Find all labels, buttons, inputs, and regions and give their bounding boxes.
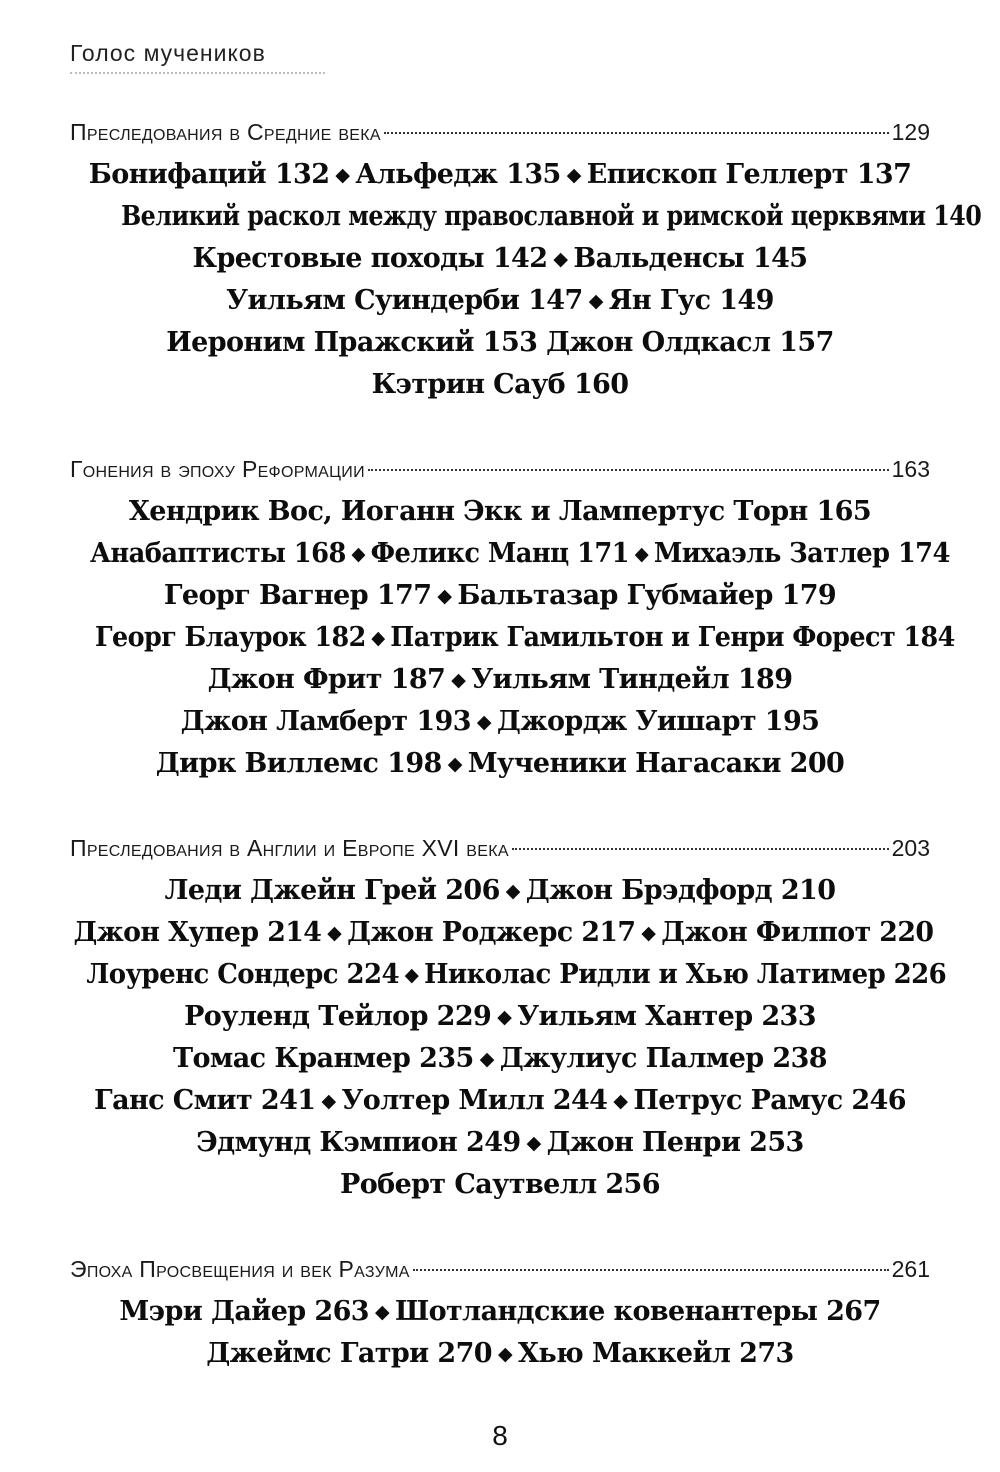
toc-entry[interactable]: Бонифаций 132	[88, 159, 330, 190]
entry-list	[70, 1291, 930, 1375]
diamond-separator-icon: ◆	[437, 585, 452, 607]
toc-entry[interactable]: Михаэль Затлер 174	[653, 538, 950, 569]
toc-entry[interactable]: Николас Ридли и Хью Латимер 226	[423, 959, 947, 990]
diamond-separator-icon: ◆	[641, 922, 656, 944]
diamond-separator-icon: ◆	[335, 164, 350, 186]
entry-list	[70, 154, 982, 406]
entry-line	[94, 617, 955, 659]
section-page-number: 261	[891, 1256, 930, 1282]
entry-line	[70, 1038, 930, 1080]
section-title: Гонения в эпоху Реформации	[70, 456, 365, 482]
toc-entry[interactable]: Джеймс Гатри 270	[206, 1338, 492, 1369]
diamond-separator-icon: ◆	[497, 1006, 512, 1028]
diamond-separator-icon: ◆	[566, 164, 581, 186]
diamond-separator-icon: ◆	[476, 711, 491, 733]
entry-line	[70, 1333, 930, 1375]
dot-leader	[368, 469, 889, 471]
entry-line	[70, 280, 930, 322]
entry-line	[70, 1122, 930, 1164]
running-head-rule	[70, 72, 325, 74]
toc-section	[70, 453, 955, 785]
toc-entry[interactable]: Великий раскол между православной и римской церквями 140	[121, 201, 982, 232]
toc-entry[interactable]: Джон Пенри 253	[546, 1127, 804, 1158]
diamond-separator-icon: ◆	[588, 290, 603, 312]
section-page-number: 203	[891, 835, 930, 861]
diamond-separator-icon: ◆	[404, 964, 419, 986]
section-title: Эпоха Просвещения и век Разума	[70, 1256, 410, 1282]
toc-entry[interactable]: Ян Гус 149	[608, 285, 774, 316]
entry-line	[86, 954, 947, 996]
diamond-separator-icon: ◆	[447, 753, 462, 775]
section-page-number: 129	[891, 119, 930, 145]
toc-entry[interactable]: Альфедж 135	[355, 159, 561, 190]
section-title: Преследования в Англии и Европе XVI века	[70, 835, 509, 861]
toc-entry[interactable]: Джон Роджерс 217	[347, 917, 636, 948]
toc-entry[interactable]: Феликс Манц 171	[370, 538, 630, 569]
diamond-separator-icon: ◆	[479, 1048, 494, 1070]
toc-entry[interactable]: Роуленд Тейлор 229	[184, 1001, 492, 1032]
toc-entry[interactable]: Уильям Суиндерби 147	[226, 285, 583, 316]
diamond-separator-icon: ◆	[497, 1343, 512, 1365]
toc-entry[interactable]: Ганс Смит 241	[94, 1085, 316, 1116]
toc-entry[interactable]: Анабаптисты 168	[90, 538, 346, 569]
toc-entry[interactable]: Шотландские ковенантеры 267	[394, 1296, 881, 1327]
entry-line	[70, 996, 930, 1038]
toc-entry[interactable]: Кэтрин Сауб 160	[371, 369, 629, 400]
entry-list	[70, 491, 955, 785]
toc-entry[interactable]: Мученики Нагасаки 200	[467, 748, 845, 779]
dot-leader	[384, 132, 889, 134]
toc-entry[interactable]: Уильям Хантер 233	[517, 1001, 816, 1032]
toc-entry[interactable]: Джон Филпот 220	[661, 917, 934, 948]
toc-entry[interactable]: Иероним Пражский 153 Джон Олдкасл 157	[166, 327, 834, 358]
diamond-separator-icon: ◆	[371, 627, 385, 649]
diamond-separator-icon: ◆	[451, 669, 466, 691]
diamond-separator-icon: ◆	[321, 1090, 336, 1112]
toc-section	[70, 116, 982, 406]
toc-entry[interactable]: Джон Брэдфорд 210	[525, 875, 836, 906]
entry-line	[70, 659, 930, 701]
section-heading[interactable]	[70, 1253, 930, 1285]
entry-line	[70, 322, 930, 364]
diamond-separator-icon: ◆	[613, 1090, 628, 1112]
toc-entry[interactable]: Леди Джейн Грей 206	[164, 875, 500, 906]
toc-entry[interactable]: Мэри Дайер 263	[119, 1296, 369, 1327]
section-title: Преследования в Средние века	[70, 119, 381, 145]
toc-entry[interactable]: Джон Фрит 187	[207, 664, 446, 695]
toc-entry[interactable]: Джон Ламберт 193	[180, 706, 471, 737]
entry-line	[70, 575, 930, 617]
toc-entry[interactable]: Петрус Рамус 246	[633, 1085, 906, 1116]
entry-line	[73, 912, 934, 954]
toc-entry[interactable]: Джон Хупер 214	[73, 917, 322, 948]
toc-entry[interactable]: Крестовые походы 142	[192, 243, 548, 274]
toc-entry[interactable]: Дирк Виллемс 198	[155, 748, 442, 779]
diamond-separator-icon: ◆	[526, 1132, 541, 1154]
dot-leader	[413, 1269, 889, 1271]
toc-entry[interactable]: Джулиус Палмер 238	[499, 1043, 827, 1074]
entry-line	[70, 743, 930, 785]
toc-entry[interactable]: Уильям Тиндейл 189	[471, 664, 793, 695]
toc-entry[interactable]: Роберт Саутвелл 256	[340, 1169, 660, 1200]
entry-line	[70, 238, 930, 280]
toc-section	[70, 1253, 930, 1375]
toc-entry[interactable]: Лоуренс Сондерс 224	[86, 959, 399, 990]
entry-line	[70, 870, 930, 912]
diamond-separator-icon: ◆	[634, 543, 649, 565]
entry-list	[70, 870, 947, 1206]
section-heading[interactable]	[70, 116, 930, 148]
section-heading[interactable]	[70, 832, 930, 864]
toc-entry[interactable]: Патрик Гамильтон и Генри Форест 184	[390, 622, 955, 653]
toc-entry[interactable]: Эдмунд Кэмпион 249	[196, 1127, 521, 1158]
entry-line	[70, 701, 930, 743]
toc-entry[interactable]: Георг Вагнер 177	[163, 580, 432, 611]
entry-line	[90, 533, 950, 575]
toc-entry[interactable]: Вальденсы 145	[573, 243, 808, 274]
entry-line	[70, 364, 930, 406]
toc-entry[interactable]: Бальтазар Губмайер 179	[457, 580, 837, 611]
toc-entry[interactable]: Хендрик Вос, Иоганн Экк и Лампертус Торн 165	[128, 496, 872, 527]
entry-line	[121, 196, 982, 238]
entry-line	[70, 1291, 930, 1333]
entry-line	[70, 1164, 930, 1206]
diamond-separator-icon: ◆	[351, 543, 365, 565]
diamond-separator-icon: ◆	[553, 248, 568, 270]
running-head: Голос мучеников	[70, 40, 266, 66]
diamond-separator-icon: ◆	[505, 880, 520, 902]
dot-leader	[512, 848, 889, 850]
entry-line	[70, 1080, 930, 1122]
toc-entry[interactable]: Георг Блаурок 182	[94, 622, 366, 653]
section-heading[interactable]	[70, 453, 930, 485]
toc-section	[70, 832, 947, 1206]
entry-line	[70, 491, 930, 533]
toc-entry[interactable]: Уолтер Милл 244	[341, 1085, 608, 1116]
diamond-separator-icon: ◆	[327, 922, 342, 944]
toc-entry[interactable]: Джордж Уишарт 195	[496, 706, 820, 737]
section-page-number: 163	[891, 456, 930, 482]
toc-entry[interactable]: Хью Маккейл 273	[517, 1338, 794, 1369]
diamond-separator-icon: ◆	[374, 1301, 389, 1323]
page-number: 8	[492, 1420, 508, 1451]
entry-line	[70, 154, 930, 196]
toc-entry[interactable]: Епископ Геллерт 137	[586, 159, 912, 190]
toc-entry[interactable]: Томас Кранмер 235	[173, 1043, 474, 1074]
